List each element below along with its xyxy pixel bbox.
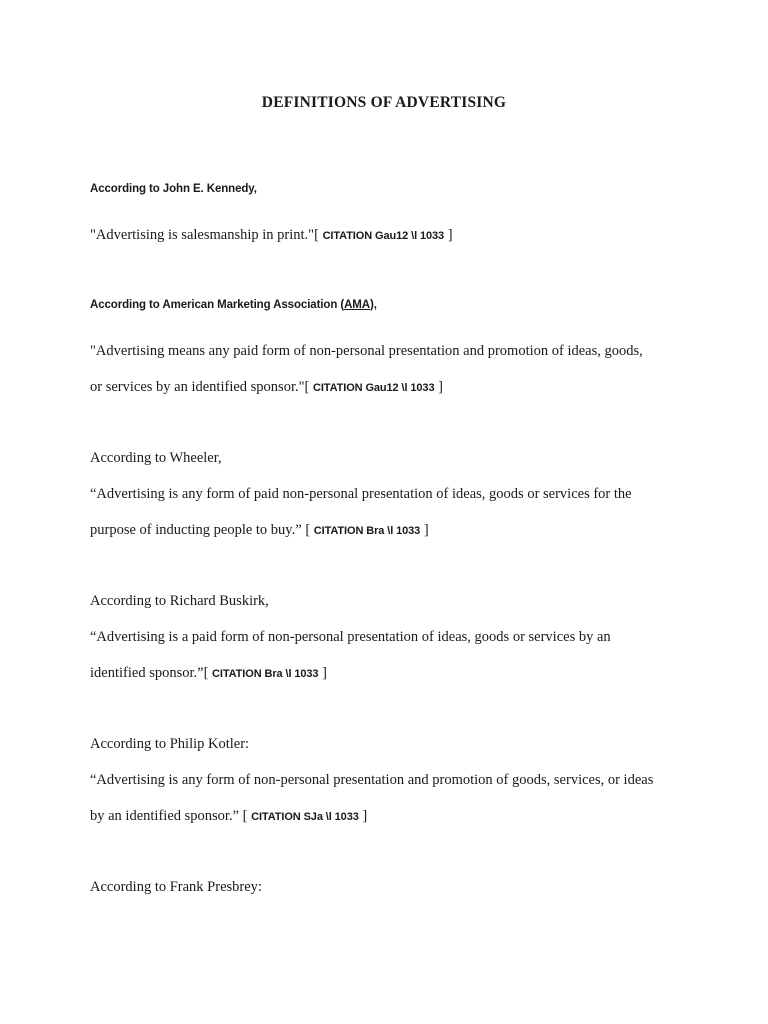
citation-close-bracket: ] — [434, 379, 443, 395]
citation-open-bracket: [ — [304, 379, 313, 395]
document-title: DEFINITIONS OF ADVERTISING — [261, 94, 507, 111]
ama-quote-text: or services by an identified sponsor." — [90, 379, 305, 395]
buskirk-quote-text: identified sponsor.” — [90, 665, 204, 681]
buskirk-quote-line-1: “Advertising is a paid form of non-personal presentation of ideas, goods or services by an — [90, 629, 611, 645]
citation-open-bracket: [ — [314, 227, 323, 243]
ama-quote-line-2 — [90, 377, 443, 398]
citation-close-bracket: ] — [318, 665, 327, 681]
wheeler-quote-text: purpose of inducting people to buy.” — [90, 522, 302, 538]
buskirk-citation-field[interactable]: CITATION Bra \l 1033 — [212, 668, 319, 680]
presbrey-heading: According to Frank Presbrey: — [90, 879, 262, 895]
wheeler-citation-field[interactable]: CITATION Bra \l 1033 — [313, 525, 421, 537]
citation-open-bracket: [ — [203, 665, 213, 681]
ama-heading — [90, 295, 377, 315]
kotler-quote-line-2 — [90, 806, 367, 827]
citation-open-bracket: [ — [301, 522, 314, 538]
buskirk-quote-line-2 — [90, 663, 327, 684]
ama-heading-text: According to American Marketing Association ( — [90, 299, 345, 311]
wheeler-quote-line-1: “Advertising is any form of paid non-personal presentation of ideas, goods or services for the — [90, 486, 632, 502]
ama-quote-line-1: "Advertising means any paid form of non-personal presentation and promotion of ideas, goods, — [90, 343, 643, 359]
kennedy-citation-field[interactable]: CITATION Gau12 \l 1033 — [322, 230, 445, 242]
citation-close-bracket: ] — [420, 522, 429, 538]
citation-open-bracket: [ — [239, 808, 252, 824]
kotler-quote-line-1: “Advertising is any form of non-personal presentation and promotion of goods, services, or ideas — [90, 772, 654, 788]
citation-close-bracket: ] — [358, 808, 368, 824]
citation-close-bracket: ] — [444, 227, 453, 243]
wheeler-heading: According to Wheeler, — [90, 450, 222, 466]
kennedy-quote-line-1 — [90, 225, 453, 246]
kotler-quote-text: by an identified sponsor.” — [90, 808, 240, 824]
kennedy-heading: According to John E. Kennedy, — [90, 183, 257, 195]
ama-abbreviation: AMA — [344, 299, 370, 311]
kotler-heading: According to Philip Kotler: — [90, 736, 250, 752]
ama-heading-end: ), — [369, 299, 377, 311]
ama-citation-field[interactable]: CITATION Gau12 \l 1033 — [312, 382, 435, 394]
buskirk-heading: According to Richard Buskirk, — [90, 593, 269, 609]
kotler-citation-field[interactable]: CITATION SJa \l 1033 — [251, 811, 359, 823]
kennedy-quote-text: "Advertising is salesmanship in print." — [90, 227, 315, 243]
wheeler-quote-line-2 — [90, 520, 429, 541]
